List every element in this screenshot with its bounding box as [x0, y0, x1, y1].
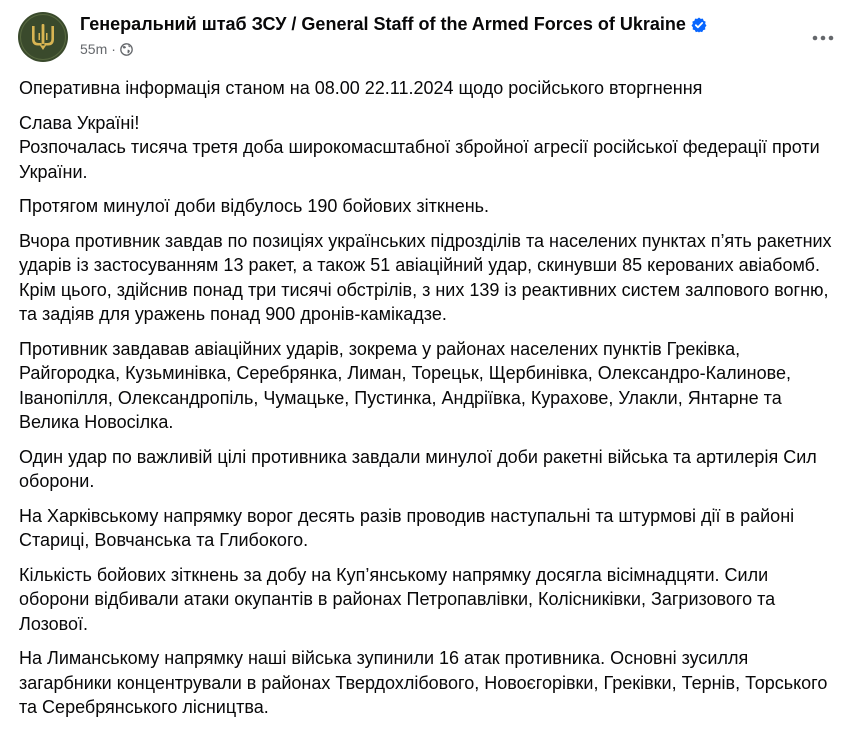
page-avatar[interactable]	[18, 12, 68, 62]
post-paragraph-title: Оперативна інформація станом на 08.00 22.11.2024 щодо російського вторгнення	[19, 78, 703, 98]
post-paragraph-kharkiv: На Харківському напрямку ворог десять разів проводив наступальні та штурмові дії в районі Стариці, Вовчанська та Глибокого.	[19, 505, 795, 550]
avatar-ring	[20, 14, 66, 60]
post-paragraph-kupiansk: Кількість бойових зіткнень за добу на Куп’янському напрямку досягла вісімнадцяти. Сили оборони відбивали атаки окупантів в районах Петропавлівки, Колісниківки, Загризового та Лозової.	[19, 564, 776, 634]
verified-badge-icon	[691, 17, 707, 33]
post-paragraph-clashes: Протягом минулої доби відбулось 190 бойових зіткнень.	[19, 196, 490, 216]
more-horizontal-icon	[812, 35, 834, 41]
post-paragraph-airstrikes: Противник завдавав авіаційних ударів, зокрема у районах населених пунктів Греківка, Райгородка, Кузьминівка, Серебрянка, Лиман, Торецьк, Щербинівка, Олександро-Калинове, Іванопілля, Олександропіль, Чумацьке, Пустинка, Андріївка, Курахове, Улакли, Янтарне та Велика Новосілка.	[19, 338, 791, 432]
page-name-link[interactable]	[80, 14, 707, 35]
post-options-button[interactable]	[805, 26, 841, 50]
page-name[interactable]: Генеральний штаб ЗСУ / General Staff of the Armed Forces of Ukraine	[80, 14, 686, 34]
globe-icon[interactable]	[120, 43, 133, 56]
day-count-line: Розпочалась тисяча третя доба широкомасштабної збройної агресії російської федерації проти України.	[19, 137, 820, 182]
greeting-line: Слава Україні!	[19, 112, 140, 133]
post-header	[18, 12, 841, 64]
post-paragraph-greeting	[19, 111, 841, 185]
post-timestamp[interactable]: 55m	[80, 41, 108, 57]
post-paragraph-lyman: На Лиманському напрямку наші війська зупинили 16 атак противника. Основні зусилля загарбники концентрували в районах Твердохлібового, Новоєгорівки, Греківки, Тернів, Торського та Серебрянського лісництва.	[19, 648, 828, 717]
meta-separator: ·	[111, 41, 116, 57]
post-body	[19, 76, 841, 730]
post-paragraph-artillery: Один удар по важливій цілі противника завдали минулої доби ракетні війська та артилерія Сил оборони.	[19, 446, 817, 491]
post-paragraph-strikes: Вчора противник завдав по позиціях українських підрозділів та населених пунктах п’ять ракетних ударів із застосуванням 13 ракет, а також 51 авіаційний удар, скинувши 85 керованих авіабомб. Крім цього, здійснив понад три тисячі обстрілів, з них 139 із реактивних систем залпового вогню, та задіяв для уражень понад 900 дронів-камікадзе.	[19, 230, 832, 324]
post-meta	[80, 41, 133, 57]
